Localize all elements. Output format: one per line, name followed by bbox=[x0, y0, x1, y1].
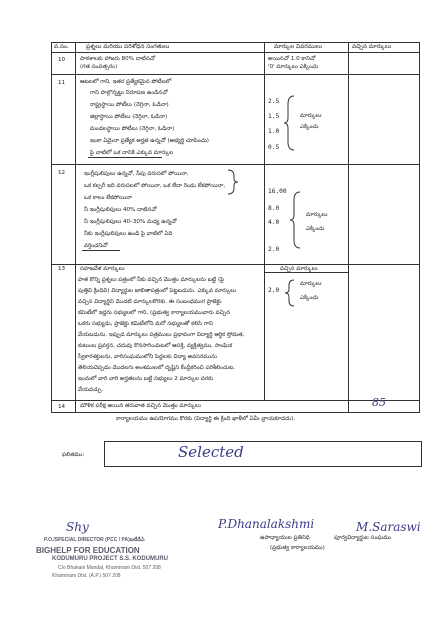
row-11-line: రాష్ట్రస్థాయి పోటీలు (నెగ్గినా, ఓడినా) bbox=[90, 102, 169, 108]
row-12-underline bbox=[82, 250, 120, 251]
row-13-line: తెలియచెప్పడం మొదలగు అంశములలో దృష్టిని కేంద్రీకరించి పరిశీలించుట. bbox=[78, 365, 236, 371]
row-11-line: ఆటలలో గాని, ఇతర ప్రత్యేకమైన పోటీలలో bbox=[80, 79, 172, 85]
result-label: ఫలితము: bbox=[62, 452, 85, 458]
row-11-brace bbox=[284, 94, 298, 152]
row-13-line: వచ్చిన విద్యార్థిని మొదటి మార్కులకొరకు. ఈ సంబంధముగ ప్రాజెక్టు bbox=[78, 299, 222, 305]
row-13-line: ఒకరు సభ్యుడు, ప్రాజెక్టు కమిటీలోని మరో సభ్యులతో కలిసి గాని bbox=[78, 321, 213, 327]
row-13-brace bbox=[284, 278, 298, 308]
row-13-marks-label: ఎక్కించు bbox=[300, 295, 319, 301]
row-13-value: 2.0 bbox=[268, 287, 280, 294]
row-12-marks-label: మార్కులు bbox=[306, 212, 328, 218]
row-13-title: సహజవేళ మార్కులు bbox=[80, 266, 125, 272]
right-signature-label: పూర్వవిద్యార్థుల సంఘము bbox=[334, 535, 392, 541]
middle-signature-label: ఉపాధ్యాయుల ప్రతినిధి bbox=[260, 535, 310, 541]
row-10-line: (గత సంవత్సరం) bbox=[80, 64, 118, 70]
row-13-line: కుటుంబ ప్రవర్తన, చదువు కొనసాగించుటలో ఆసక్తి, వ్యక్తిత్వము, సాంఘిక bbox=[78, 343, 233, 349]
row-12-line: నీ ఇంగ్లీషులిపులు 40–30% మధ్య ఉన్నచో bbox=[84, 219, 177, 225]
row-11-line: ఇంకా ఏమైనా ప్రత్యేక అర్హత ఉన్నచో (అభ్యర్థి చూపించు) bbox=[90, 138, 209, 144]
row-10-marks: '0' మార్కులు ఎక్కించు bbox=[268, 64, 319, 70]
left-stamp-line: Khammam Dist. (A.P.) 507 208 bbox=[52, 573, 121, 579]
row-11-marks-label: ఎక్కించు bbox=[300, 124, 319, 130]
row-12-line: ఒక కాలం లేకపోయినా bbox=[84, 195, 132, 201]
row-12-line: నీ ఇంగ్లీషులిపులు 40% దాటినచో bbox=[84, 207, 157, 213]
middle-signature: P.Dhanalakshmi bbox=[218, 517, 315, 531]
row-13-line: స్వీకారశక్తులను, వారిసంఘములోని పెద్దలకు విద్యా అవసరమును bbox=[78, 354, 218, 360]
middle-signature-sub: (ప్రభుత్వ కార్యాలయము) bbox=[270, 545, 325, 551]
header-details: ప్రశ్నలు మరియు పరిశోధన సంగతులు bbox=[86, 44, 170, 50]
row-11-underline bbox=[88, 157, 162, 158]
row-12-line: వర్తించనిచో bbox=[84, 243, 108, 249]
row-11-value: 2.5 bbox=[268, 98, 280, 105]
row-13-marks-title: వచ్చిన మార్కులు bbox=[280, 266, 318, 272]
header-awarded: వచ్చిన మార్కులు bbox=[352, 44, 391, 50]
result-value: Selected bbox=[178, 443, 244, 461]
row-12-value: 8.0 bbox=[268, 205, 280, 212]
row-10-number: 10 bbox=[58, 57, 66, 63]
row-11-line: గాని పాల్గొన్నట్టు నిరూపణ ఉండినచో bbox=[90, 90, 168, 96]
row-11-value: 0.5 bbox=[268, 144, 280, 151]
row-13-line: ఇందులో వారి వారి అర్హతలను బట్టి సభ్యులు 2 మార్కుల వరకు bbox=[78, 376, 214, 382]
row-14-line: మౌళిక పరీక్ష ఆయిన తరువాత వచ్చిన మొత్తం మార్కులు bbox=[80, 403, 201, 409]
row-11-line: మండలస్థాయి పోటీలు (నెగ్గినా, ఓడినా) bbox=[90, 126, 175, 132]
row-10-line: పాఠశాలకు హాజరు 80% దాటినచో bbox=[80, 56, 156, 62]
row-12-line: ఇంగ్లీషులిపులు ఉన్నచో, సీపు వరుసలో పోయినా, bbox=[84, 171, 189, 177]
left-stamp-line: P.O./SPECIAL DIRECTOR (PCC / PA)ఐటీడీఏ bbox=[44, 537, 145, 543]
header-marks-details: మార్కుల వివరములు bbox=[274, 44, 322, 50]
left-stamp-line: BIGHELP FOR EDUCATION bbox=[36, 546, 140, 555]
row-13-line: కమిటీలో ఇద్దరు సభ్యులలో గాని, (ప్రభుత్వ కార్యాలయమువారు వచ్చిన bbox=[78, 310, 230, 316]
row-12-number: 12 bbox=[58, 170, 66, 176]
row-13-number: 13 bbox=[58, 266, 66, 272]
right-signature: M.Saraswi bbox=[356, 520, 421, 534]
row-10-marks: అయినచో 1.0 కానిచో bbox=[268, 56, 316, 62]
row-11-line: జిల్లాస్థాయి పోటీలు (నెగ్గినా, ఓడినా) bbox=[90, 114, 168, 120]
row-11-value: 1.5 bbox=[268, 113, 280, 120]
row-12-line: నీకు ఇంగ్లీషులిపులు ఉండి పై వాటిలో ఏది bbox=[84, 231, 173, 237]
row-13-line: పుత్తివి క్రిందివి) విద్యార్థుల జాబితాపత్రంలో పెట్టబడును. ఎక్కువ మార్కులు bbox=[78, 288, 237, 294]
row-13-line: వేయబడును. ఇప్పుడ మార్కులు పత్రములు ప్రభావంగా విద్యార్థి ఆర్థిక స్తోమత, bbox=[78, 332, 245, 338]
header-sno: వ.సం. bbox=[54, 44, 69, 50]
row-12-value: 2.0 bbox=[268, 246, 280, 253]
row-12-line: ఒక కల్పరీ ఇది వరుసలలో పోయినా, ఒక లేదా రెండు లేకపోయినా, bbox=[84, 183, 226, 189]
office-use-note: కార్యాలయము ఉపయోగము కొరకు (విద్యార్థి ఈ క్రింది ఖాళీలో ఏమీ వ్రాయకూడదు). bbox=[116, 416, 296, 422]
row-11-number: 11 bbox=[58, 80, 66, 86]
row-12-brace bbox=[290, 190, 304, 250]
row-13-line: వేయవచ్చు. bbox=[78, 387, 104, 393]
row-11-marks-label: మార్కులు bbox=[300, 113, 322, 119]
row-13-line: పాత కొన్ని ప్రశ్నలు పత్రంలో నీకు వచ్చిన మొత్తం మార్కులను బట్టి (పై bbox=[78, 277, 225, 283]
row-12-small-brace bbox=[226, 168, 240, 196]
left-stamp-line: C/o Bhakani Mandal, Khammam Dist. 507 208 bbox=[58, 565, 161, 571]
row-11-value: 1.0 bbox=[268, 128, 280, 135]
row-12-value: 16.00 bbox=[268, 188, 287, 195]
row-11-line: పై వాటిలో ఒక దానికి ఎక్కువ మార్కుల bbox=[90, 150, 174, 156]
row-12-value: 4.0 bbox=[268, 219, 280, 226]
result-box bbox=[104, 441, 422, 467]
row-12-marks-label: ఎక్కించు bbox=[306, 226, 325, 232]
row-14-number: 14 bbox=[58, 404, 66, 410]
row-14-awarded: 85 bbox=[372, 396, 386, 409]
row-13-marks-label: మార్కులు bbox=[300, 281, 322, 287]
left-signature: Shy bbox=[66, 520, 89, 534]
left-stamp-line: KODUMURU PROJECT S.S. KODUMURU bbox=[52, 556, 169, 562]
